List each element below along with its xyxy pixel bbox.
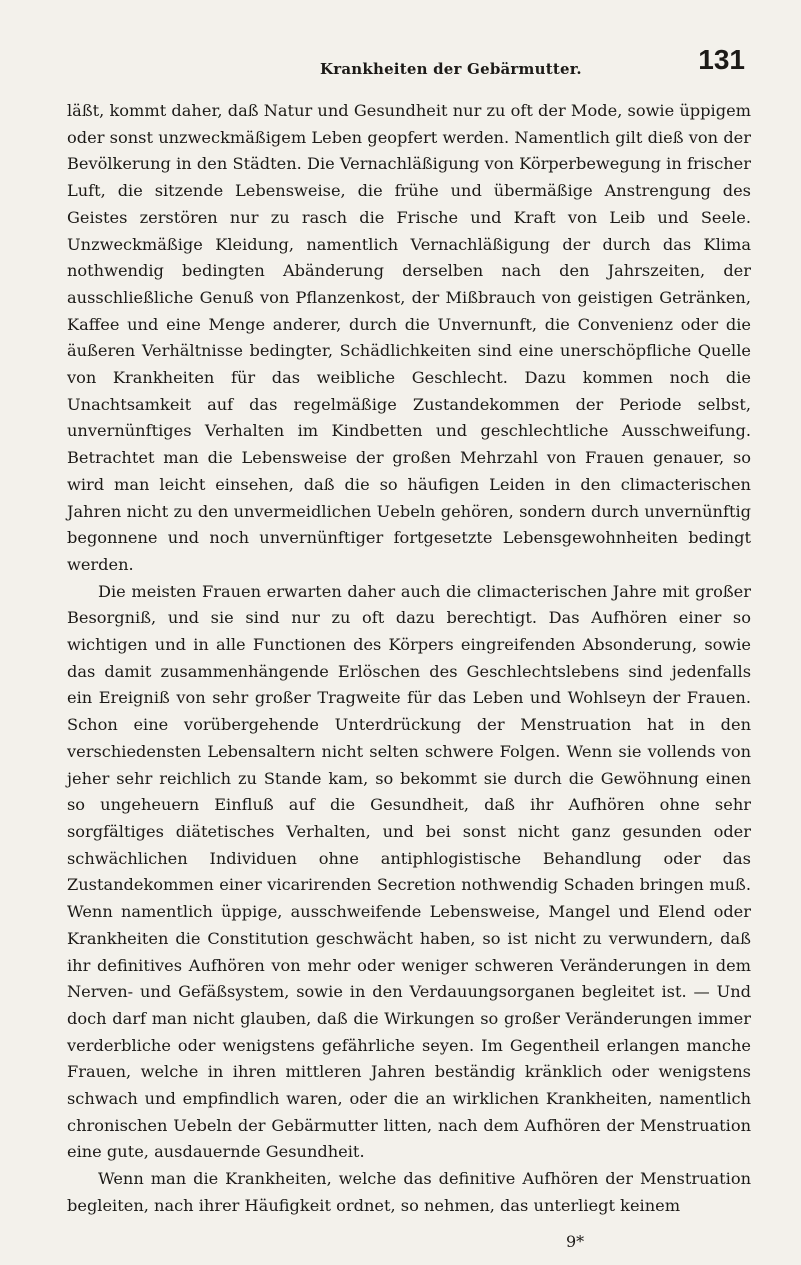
paragraph-1: läßt, kommt daher, daß Natur und Gesundheit nur zu oft der Mode, sowie üppigem oder sonst unzweckmäßigem Leben geopfert werden. Namentlich gilt dieß von der Bevölkerung in den Städten. Die Vernachläßigung von Körperbewegung in frischer Luft, die sitzende Lebensweise, die frühe und übermäßige Anstrengung des Geistes zerstören nur zu rasch die Frische und Kraft von Leib und Seele. Unzweckmäßige Kleidung, namentlich Vernachläßigung der durch das Klima nothwendig bedingten Abänderung derselben nach den Jahrszeiten, der ausschließliche Genuß von Pflanzenkost, der Mißbrauch von geistigen Getränken, Kaffee und eine Menge anderer, durch die Unvernunft, die Convenienz oder die äußeren Verhältnisse bedingter, Schädlichkeiten sind eine unerschöpfliche Quelle von Krankheiten für das weibliche Geschlecht. Dazu kommen noch die Unachtsamkeit auf das regelmäßige Zustandekommen der Periode selbst, unvernünftiges Verhalten im Kindbetten und geschlechtliche Ausschweifung. Betrachtet man die Lebensweise der großen Mehrzahl von Frauen genauer, so wird man leicht einsehen, daß die so häufigen Leiden in den climacterischen Jahren nicht zu den unvermeidlichen Uebeln gehören, sondern durch unvernünftig begonnene und noch unvernünftiger fortgesetzte Lebensgewohnheiten bedingt werden.	[67, 101, 751, 574]
running-head	[0, 44, 801, 84]
paragraph-2: Die meisten Frauen erwarten daher auch die climacterischen Jahre mit großer Besorgniß, und sie sind nur zu oft dazu berechtigt. Das Aufhören einer so wichtigen und in alle Functionen des Körpers eingreifenden Absonderung, sowie das damit zusammenhängende Erlöschen des Geschlechtslebens sind jedenfalls ein Ereigniß von sehr großer Tragweite für das Leben und Wohlseyn der Frauen. Schon eine vorübergehende Unterdrückung der Menstruation hat in den verschiedensten Lebensaltern nicht selten schwere Folgen. Wenn sie vollends von jeher sehr reichlich zu Stande kam, so bekommt sie durch die Gewöhnung einen so ungeheuern Einfluß auf die Gesundheit, daß ihr Aufhören ohne sehr sorgfältiges diätetisches Verhalten, und bei sonst nicht ganz gesunden oder schwächlichen Individuen ohne antiphlogistische Behandlung oder das Zustandekommen einer vicarirenden Secretion nothwendig Schaden bringen muß. Wenn namentlich üppige, ausschweifende Lebensweise, Mangel und Elend oder Krankheiten die Constitution geschwächt haben, so ist nicht zu verwundern, daß ihr definitives Aufhören von mehr oder weniger schweren Veränderungen in dem Nerven- und Gefäßsystem, sowie in den Verdauungsorganen begleitet ist. — Und doch darf man nicht glauben, daß die Wirkungen so großer Veränderungen immer verderbliche oder wenigstens gefährliche seyen. Im Gegentheil erlangen manche Frauen, welche in ihren mittleren Jahren beständig kränklich oder wenigstens schwach und empfindlich waren, oder die an wirklichen Krankheiten, namentlich chronischen Uebeln der Gebärmutter litten, nach dem Aufhören der Menstruation eine gute, ausdauernde Gesundheit.	[67, 581, 751, 1162]
page-number: 131	[698, 44, 745, 75]
body-text	[67, 98, 751, 1220]
running-title: Krankheiten der Gebärmutter.	[320, 60, 582, 78]
paragraph-3: Wenn man die Krankheiten, welche das definitive Aufhören der Menstruation begleiten, nach ihrer Häufigkeit ordnet, so nehmen, das unterliegt keinem	[67, 1169, 751, 1215]
signature-mark: 9*	[566, 1232, 585, 1251]
